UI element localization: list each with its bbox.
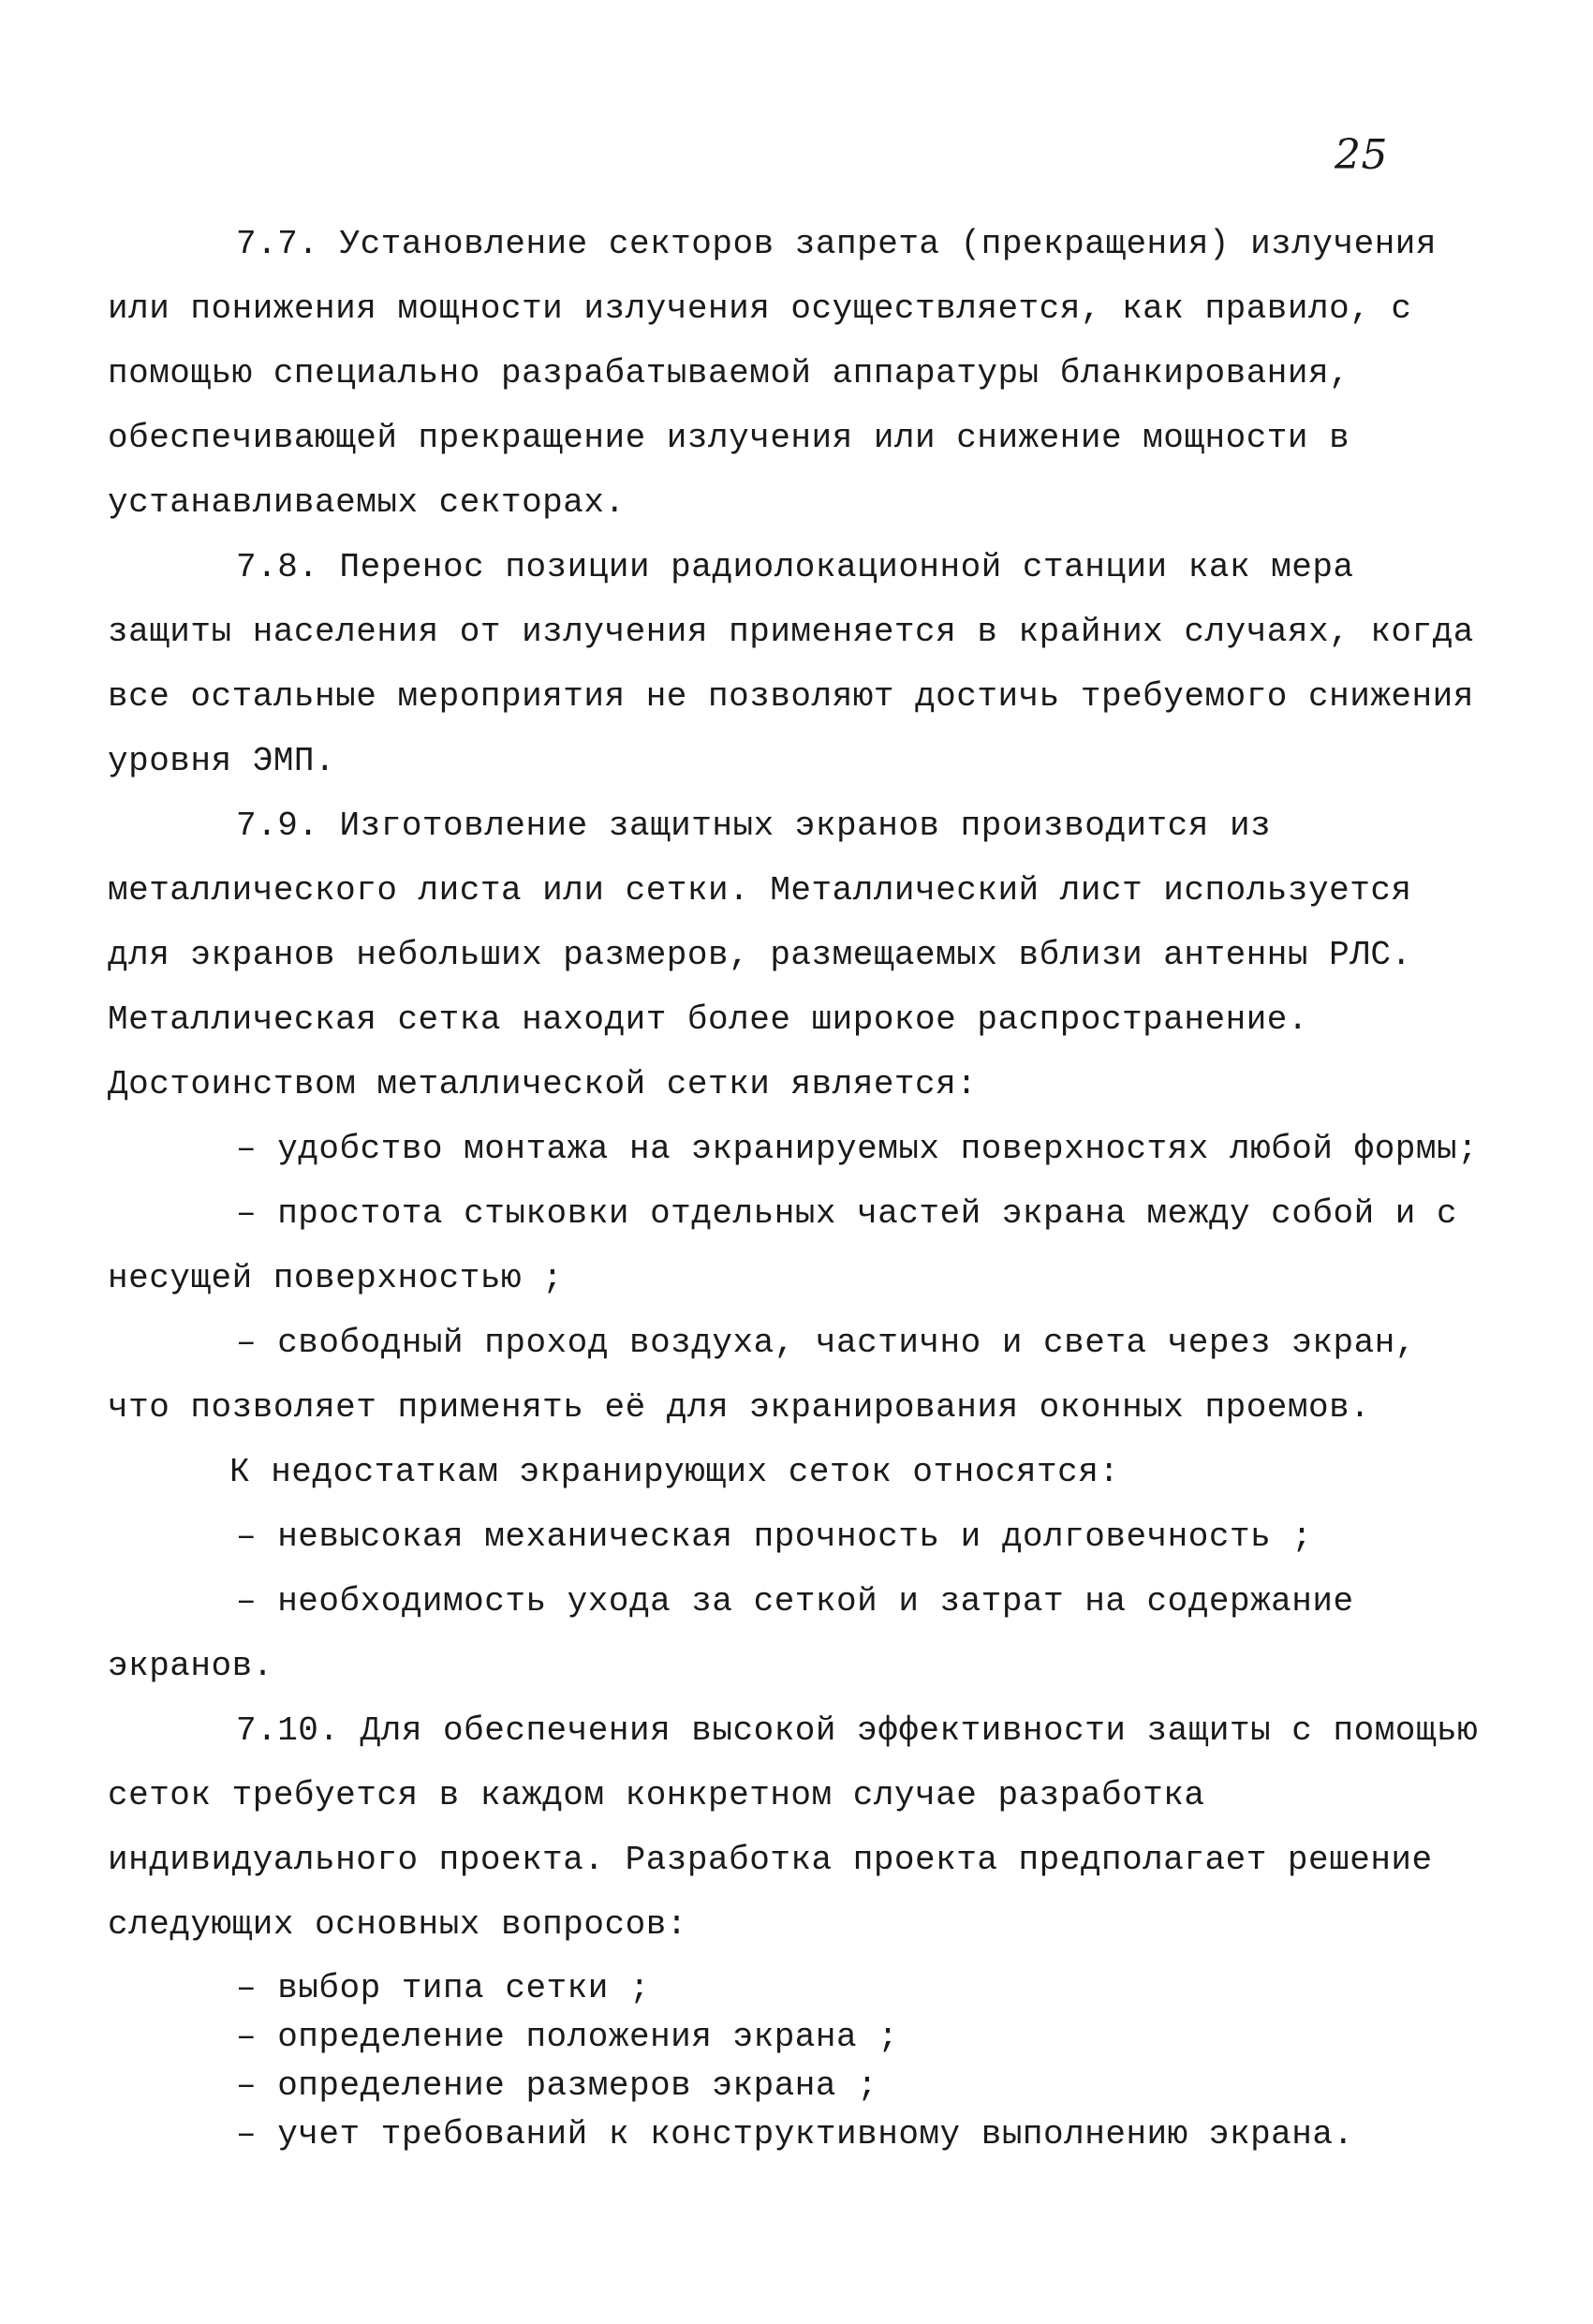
advantage-item: – удобство монтажа на экранируемых поверхностях любой формы; — [236, 1130, 1479, 1168]
question-item: – выбор типа сетки ; — [236, 1969, 651, 2007]
paragraph-7-10: 7.10. Для обеспечения высокой эффективности защиты с помощью сеток требуется в каждом конкретном случае разработка индивидуального проекта. Разработка проекта предполагает решение следующих основных вопросов: — [108, 1711, 1479, 1944]
disadvantages-intro: К недостаткам экранирующих сеток относятся: — [229, 1453, 1120, 1491]
advantage-item: – простота стыковки отдельных частей экрана между собой и с несущей поверхностью ; — [108, 1194, 1458, 1297]
question-item: – определение положения экрана ; — [236, 2018, 899, 2056]
paragraph-7-8: 7.8. Перенос позиции радиолокационной станции как мера защиты населения от излучения применяется в крайних случаях, когда все остальные мероприятия не позволяют достичь требуемого снижения уровня ЭМП. — [108, 548, 1474, 780]
paragraph-7-7: 7.7. Установление секторов запрета (прекращения) излучения или понижения мощности излучения осуществляется, как правило, с помощью специально разрабатываемой аппаратуры бланкирования, обеспечивающей прекращение излучения или снижение мощности в устанавливаемых секторах. — [108, 225, 1438, 522]
page-number: 25 — [1335, 131, 1388, 179]
disadvantage-item: – невысокая механическая прочность и долговечность ; — [236, 1517, 1313, 1556]
advantage-item: – свободный проход воздуха, частично и света через экран, что позволяет применять её для экранирования оконных проемов. — [108, 1324, 1416, 1427]
document-body — [108, 212, 1494, 2159]
question-item: – определение размеров экрана ; — [236, 2066, 878, 2105]
paragraph-7-9: 7.9. Изготовление защитных экранов производится из металлического листа или сетки. Металлический лист используется для экранов небольших размеров, размещаемых вблизи антенны РЛС. Металлическая сетка находит более широкое распространение. Достоинством металлической сетки является: — [108, 807, 1412, 1103]
disadvantage-item: – необходимость ухода за сеткой и затрат на содержание экранов. — [108, 1582, 1354, 1685]
question-item: – учет требований к конструктивному выполнению экрана. — [236, 2115, 1354, 2154]
